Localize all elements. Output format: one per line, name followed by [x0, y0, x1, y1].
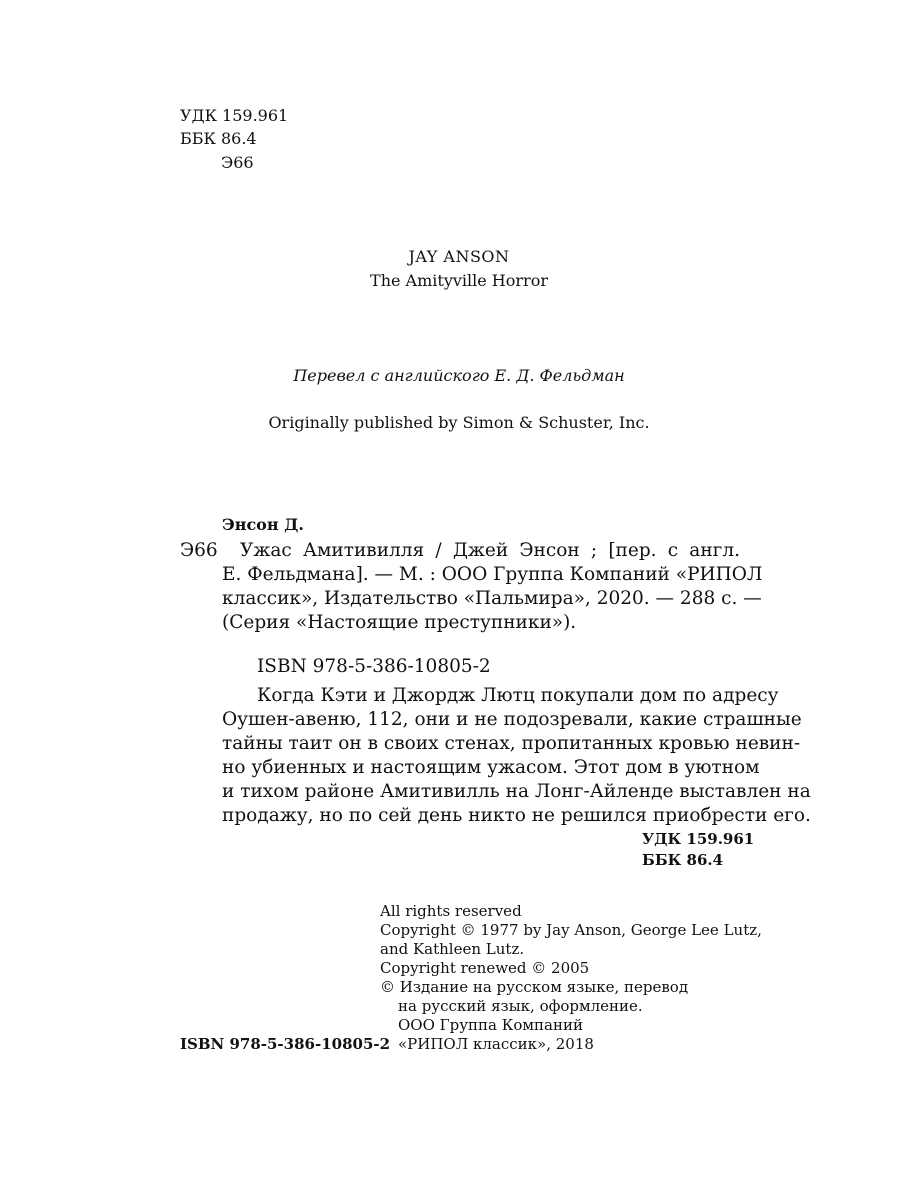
catalog-isbn: ISBN 978-5-386-10805-2	[257, 656, 491, 677]
annotation-line: и тихом районе Амитивилль на Лонг-Айленде выставлен на	[222, 781, 811, 802]
rights-block	[380, 902, 762, 1054]
annotation-line: Оушен-авеню, 112, они и не подозревали, какие страшные	[222, 709, 802, 730]
annotation-line: продажу, но по сей день никто не решился приобрести его.	[222, 805, 811, 826]
catalog-description	[222, 539, 763, 635]
catalog-annotation	[222, 684, 811, 828]
rights-line-indented: на русский язык, оформление.	[398, 997, 643, 1015]
catalog-mark: Э66	[180, 540, 218, 561]
rights-line: and Kathleen Lutz.	[380, 940, 525, 958]
original-title: The Amityville Horror	[370, 271, 548, 290]
originally-published: Originally published by Simon & Schuster, Inc.	[268, 413, 650, 432]
rights-line: © Издание на русском языке, перевод	[380, 978, 689, 996]
catalog-description-line: классик», Издательство «Пальмира», 2020. — 288 с. —	[222, 588, 762, 609]
catalog-description-line: Е. Фельдмана]. — М. : ООО Группа Компаний «РИПОЛ	[222, 564, 763, 585]
rights-line: Copyright © 1977 by Jay Anson, George Lee Lutz,	[380, 921, 762, 939]
bbk-top: ББК 86.4	[180, 129, 257, 148]
rights-line: All rights reserved	[380, 902, 522, 920]
annotation-line: но убиенных и настоящим ужасом. Этот дом в уютном	[222, 757, 760, 778]
annotation-line: тайны таит он в своих стенах, пропитанных кровью невин-	[222, 733, 801, 754]
rights-line-indented: ООО Группа Компаний	[398, 1016, 583, 1034]
annotation-line: Когда Кэти и Джордж Лютц покупали дом по адресу	[257, 685, 779, 706]
catalog-description-line: Ужас Амитивилля / Джей Энсон ; [пер. с англ.	[240, 540, 740, 561]
catalog-description-line: (Серия «Настоящие преступники»).	[222, 612, 577, 633]
catalog-udk: УДК 159.961	[642, 830, 755, 848]
author-mark-top: Э66	[221, 153, 254, 172]
catalog-bbk: ББК 86.4	[642, 851, 724, 869]
udk-top: УДК 159.961	[180, 106, 289, 125]
translator-line: Перевел с английского Е. Д. Фельдман	[293, 366, 625, 385]
catalog-author: Энсон Д.	[222, 515, 304, 534]
rights-line-indented: «РИПОЛ классик», 2018	[398, 1035, 594, 1053]
bottom-isbn: ISBN 978-5-386-10805-2	[180, 1035, 391, 1053]
rights-line: Copyright renewed © 2005	[380, 959, 590, 977]
original-author: JAY ANSON	[408, 247, 510, 266]
